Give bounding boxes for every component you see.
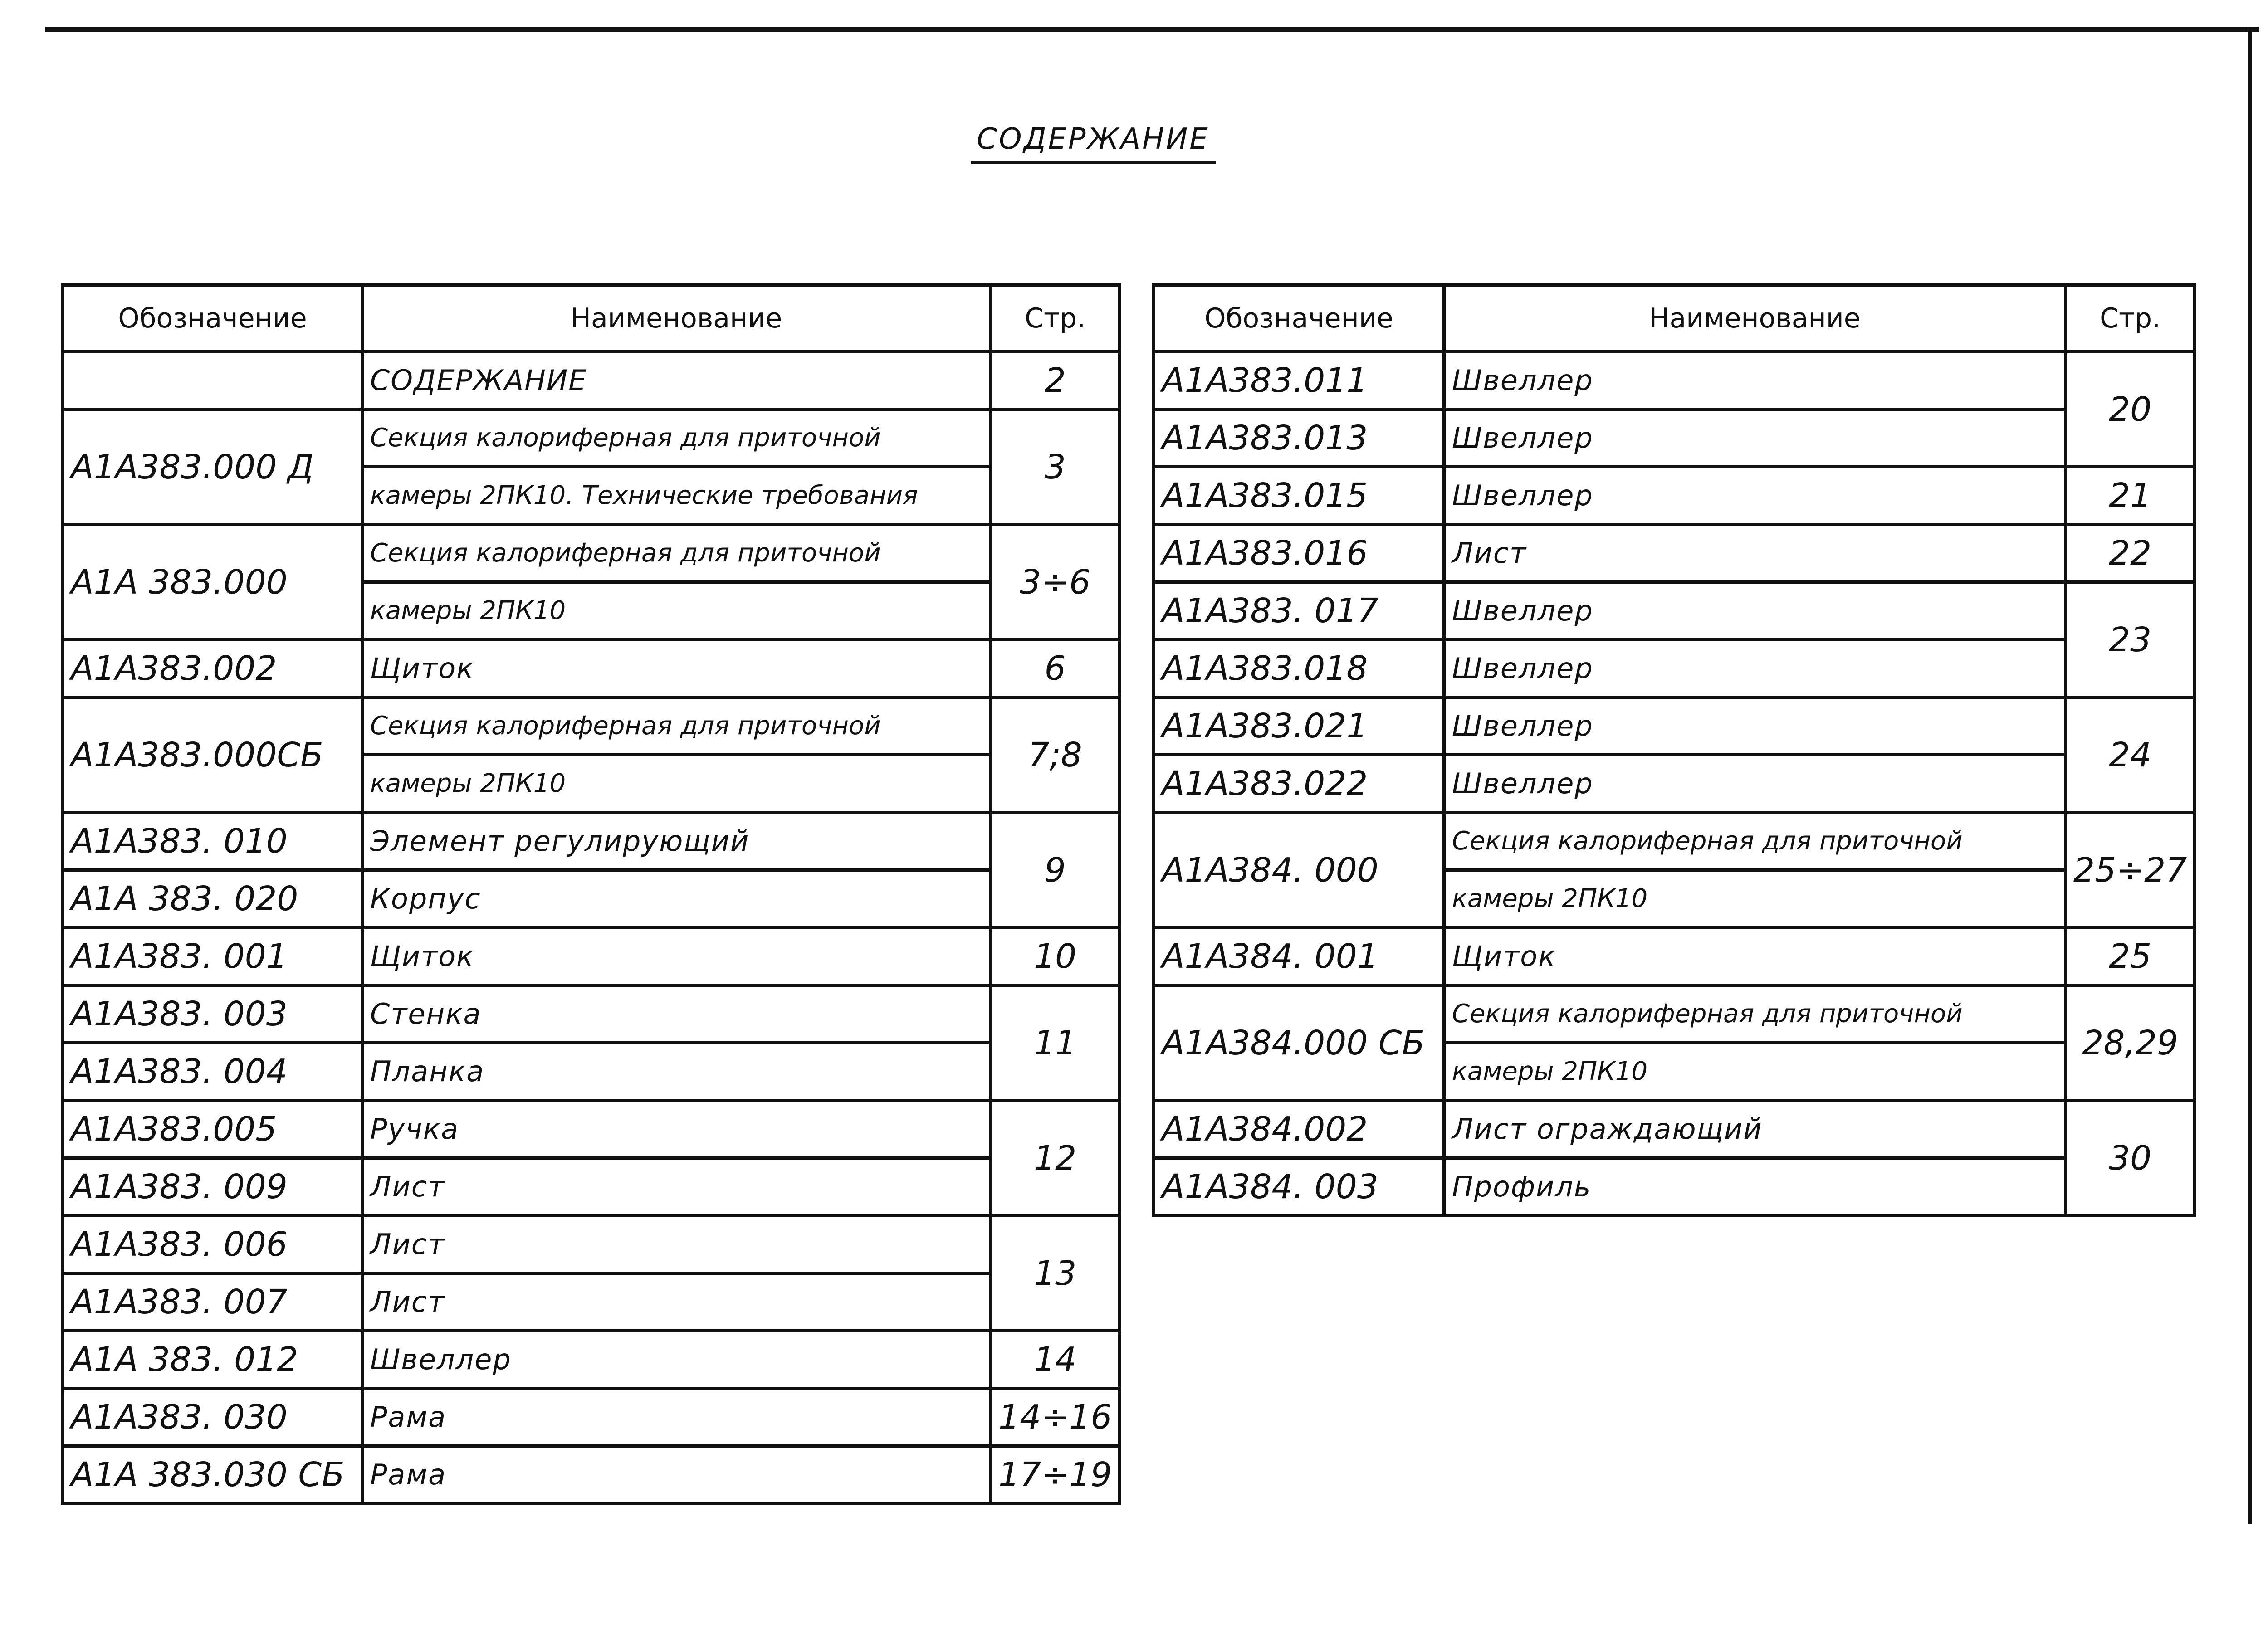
designation-cell: А1А383.018 <box>1154 640 1444 697</box>
name-cell <box>362 1043 991 1101</box>
page-cell: 23 <box>2066 582 2195 697</box>
name-line: камеры 2ПК10 <box>364 753 989 811</box>
name-cell <box>362 985 991 1043</box>
table-row <box>1154 640 2195 697</box>
designation-cell: А1А383.011 <box>1154 352 1444 410</box>
designation-cell: А1А383.016 <box>1154 525 1444 582</box>
name-line: Швеллер <box>1452 652 1593 685</box>
name-line: Швеллер <box>1452 479 1593 512</box>
name-line: Профиль <box>1452 1170 1592 1203</box>
page-cell: 22 <box>2066 525 2195 582</box>
contents-table-right <box>1152 283 2196 1217</box>
name-line: Секция калориферная для приточной <box>1452 999 1963 1029</box>
table-row <box>63 1158 1120 1216</box>
designation-cell: А1А 383. 012 <box>63 1331 362 1389</box>
designation-cell: А1А 383.000 <box>63 525 362 640</box>
header-name: Наименование <box>1444 285 2066 352</box>
name-cell <box>362 928 991 985</box>
table-row <box>1154 813 2195 928</box>
table-row <box>1154 928 2195 985</box>
name-line: Лист ограждающий <box>1452 1112 1763 1146</box>
name-cell <box>362 1101 991 1158</box>
name-cell <box>362 1273 991 1331</box>
table-row <box>1154 582 2195 640</box>
name-line: камеры 2ПК10 <box>364 580 989 638</box>
designation-cell: А1А383. 030 <box>63 1389 362 1446</box>
table-row <box>63 813 1120 870</box>
name-line: Швеллер <box>1452 364 1593 397</box>
page-cell: 3÷6 <box>991 525 1120 640</box>
table-row <box>63 410 1120 525</box>
table-row <box>63 1043 1120 1101</box>
table-header-row <box>1154 285 2195 352</box>
name-line: Стенка <box>370 997 482 1030</box>
designation-cell: А1А383.022 <box>1154 755 1444 813</box>
name-cell <box>362 1216 991 1273</box>
name-line: Швеллер <box>1452 421 1593 454</box>
designation-cell: А1А 383. 020 <box>63 870 362 928</box>
table-row <box>63 1273 1120 1331</box>
name-line: Щиток <box>370 652 474 685</box>
name-line: Рама <box>370 1400 447 1434</box>
name-cell <box>362 1158 991 1216</box>
contents-table-left <box>61 283 1121 1505</box>
designation-cell <box>63 352 362 410</box>
designation-cell: А1А383. 004 <box>63 1043 362 1101</box>
table-body-right <box>1154 352 2195 1216</box>
table-row <box>1154 410 2195 467</box>
designation-cell: А1А383.013 <box>1154 410 1444 467</box>
name-cell <box>1444 640 2066 697</box>
designation-cell: А1А383.000 Д <box>63 410 362 525</box>
name-cell <box>1444 697 2066 755</box>
designation-cell: А1А383. 009 <box>63 1158 362 1216</box>
designation-cell: А1А383. 010 <box>63 813 362 870</box>
designation-cell: А1А383. 007 <box>63 1273 362 1331</box>
name-line: камеры 2ПК10. Технические требования <box>364 465 989 523</box>
name-cell <box>362 697 991 813</box>
name-line: Секция калориферная для приточной <box>370 538 881 568</box>
page-cell: 25÷27 <box>2066 813 2195 928</box>
table-row <box>63 1446 1120 1504</box>
name-line: Швеллер <box>1452 594 1593 627</box>
designation-cell: А1А383.015 <box>1154 467 1444 525</box>
name-cell <box>362 1331 991 1389</box>
name-line: Швеллер <box>1452 709 1593 742</box>
table-row <box>1154 755 2195 813</box>
page-cell: 11 <box>991 985 1120 1101</box>
header-page: Стр. <box>991 285 1120 352</box>
page-cell: 14÷16 <box>991 1389 1120 1446</box>
name-line: Лист <box>370 1170 445 1203</box>
name-cell <box>1444 985 2066 1101</box>
name-line: Лист <box>370 1228 445 1261</box>
page-cell: 2 <box>991 352 1120 410</box>
table-body-left <box>63 352 1120 1504</box>
table-row <box>1154 1101 2195 1158</box>
table-row <box>63 1101 1120 1158</box>
table-row <box>63 640 1120 697</box>
frame-border-top <box>45 27 2259 32</box>
table-row <box>1154 985 2195 1101</box>
name-cell <box>362 410 991 525</box>
name-line: Элемент регулирующий <box>370 824 750 858</box>
name-cell <box>1444 1158 2066 1216</box>
page-cell: 6 <box>991 640 1120 697</box>
name-cell <box>1444 352 2066 410</box>
table-row <box>1154 352 2195 410</box>
name-line: Секция калориферная для приточной <box>370 711 881 741</box>
frame-border-right <box>2248 27 2252 1524</box>
document-title: СОДЕРЖАНИЕ <box>971 122 1216 164</box>
name-cell <box>1444 582 2066 640</box>
table-header-row <box>63 285 1120 352</box>
table-row <box>63 1216 1120 1273</box>
name-cell <box>362 1389 991 1446</box>
header-page: Стр. <box>2066 285 2195 352</box>
page-cell: 14 <box>991 1331 1120 1389</box>
table-row <box>1154 525 2195 582</box>
designation-cell: А1А383.021 <box>1154 697 1444 755</box>
designation-cell: А1А 383.030 СБ <box>63 1446 362 1504</box>
name-line: Секция калориферная для приточной <box>1452 826 1963 856</box>
page-cell: 3 <box>991 410 1120 525</box>
name-cell <box>1444 928 2066 985</box>
page-cell: 24 <box>2066 697 2195 813</box>
designation-cell: А1А384. 000 <box>1154 813 1444 928</box>
table-row <box>63 1389 1120 1446</box>
name-cell <box>362 640 991 697</box>
name-line: Корпус <box>370 882 481 915</box>
designation-cell: А1А384. 003 <box>1154 1158 1444 1216</box>
page-cell: 12 <box>991 1101 1120 1216</box>
name-cell <box>1444 410 2066 467</box>
page-cell: 30 <box>2066 1101 2195 1216</box>
designation-cell: А1А383.000СБ <box>63 697 362 813</box>
name-line: Швеллер <box>1452 767 1593 800</box>
table-row <box>63 697 1120 813</box>
table-row <box>63 870 1120 928</box>
table-row <box>63 1331 1120 1389</box>
page-cell: 25 <box>2066 928 2195 985</box>
name-line: Секция калориферная для приточной <box>370 423 881 453</box>
designation-cell: А1А383. 006 <box>63 1216 362 1273</box>
table-row <box>63 352 1120 410</box>
table-row <box>1154 1158 2195 1216</box>
name-line: Швеллер <box>370 1343 512 1376</box>
designation-cell: А1А384. 001 <box>1154 928 1444 985</box>
page-cell: 9 <box>991 813 1120 928</box>
name-line: Ручка <box>370 1112 459 1146</box>
page-cell: 13 <box>991 1216 1120 1331</box>
designation-cell: А1А383. 001 <box>63 928 362 985</box>
table-row <box>1154 697 2195 755</box>
name-line: Щиток <box>1452 940 1556 973</box>
page-cell: 10 <box>991 928 1120 985</box>
name-cell <box>1444 755 2066 813</box>
designation-cell: А1А383.002 <box>63 640 362 697</box>
header-name: Наименование <box>362 285 991 352</box>
table-row <box>63 985 1120 1043</box>
name-line: Щиток <box>370 940 474 973</box>
name-cell <box>1444 813 2066 928</box>
page-cell: 17÷19 <box>991 1446 1120 1504</box>
name-cell <box>362 525 991 640</box>
designation-cell: А1А384.000 СБ <box>1154 985 1444 1101</box>
name-cell <box>1444 1101 2066 1158</box>
name-cell <box>362 352 991 410</box>
page-cell: 21 <box>2066 467 2195 525</box>
name-line: камеры 2ПК10 <box>1446 868 2064 926</box>
designation-cell: А1А383.005 <box>63 1101 362 1158</box>
page-cell: 28,29 <box>2066 985 2195 1101</box>
page-cell: 20 <box>2066 352 2195 467</box>
name-line: Лист <box>370 1285 445 1318</box>
designation-cell: А1А383. 003 <box>63 985 362 1043</box>
name-line: Лист <box>1452 537 1527 570</box>
name-line: камеры 2ПК10 <box>1446 1041 2064 1099</box>
table-row <box>1154 467 2195 525</box>
header-code: Обозначение <box>1154 285 1444 352</box>
name-cell <box>362 813 991 870</box>
header-code: Обозначение <box>63 285 362 352</box>
name-line: Рама <box>370 1458 447 1491</box>
designation-cell: А1А383. 017 <box>1154 582 1444 640</box>
name-cell <box>362 870 991 928</box>
name-line: Планка <box>370 1055 485 1088</box>
table-row <box>63 525 1120 640</box>
designation-cell: А1А384.002 <box>1154 1101 1444 1158</box>
table-row <box>63 928 1120 985</box>
page-cell: 7;8 <box>991 697 1120 813</box>
name-cell <box>1444 467 2066 525</box>
name-line: СОДЕРЖАНИЕ <box>370 364 587 397</box>
name-cell <box>1444 525 2066 582</box>
name-cell <box>362 1446 991 1504</box>
